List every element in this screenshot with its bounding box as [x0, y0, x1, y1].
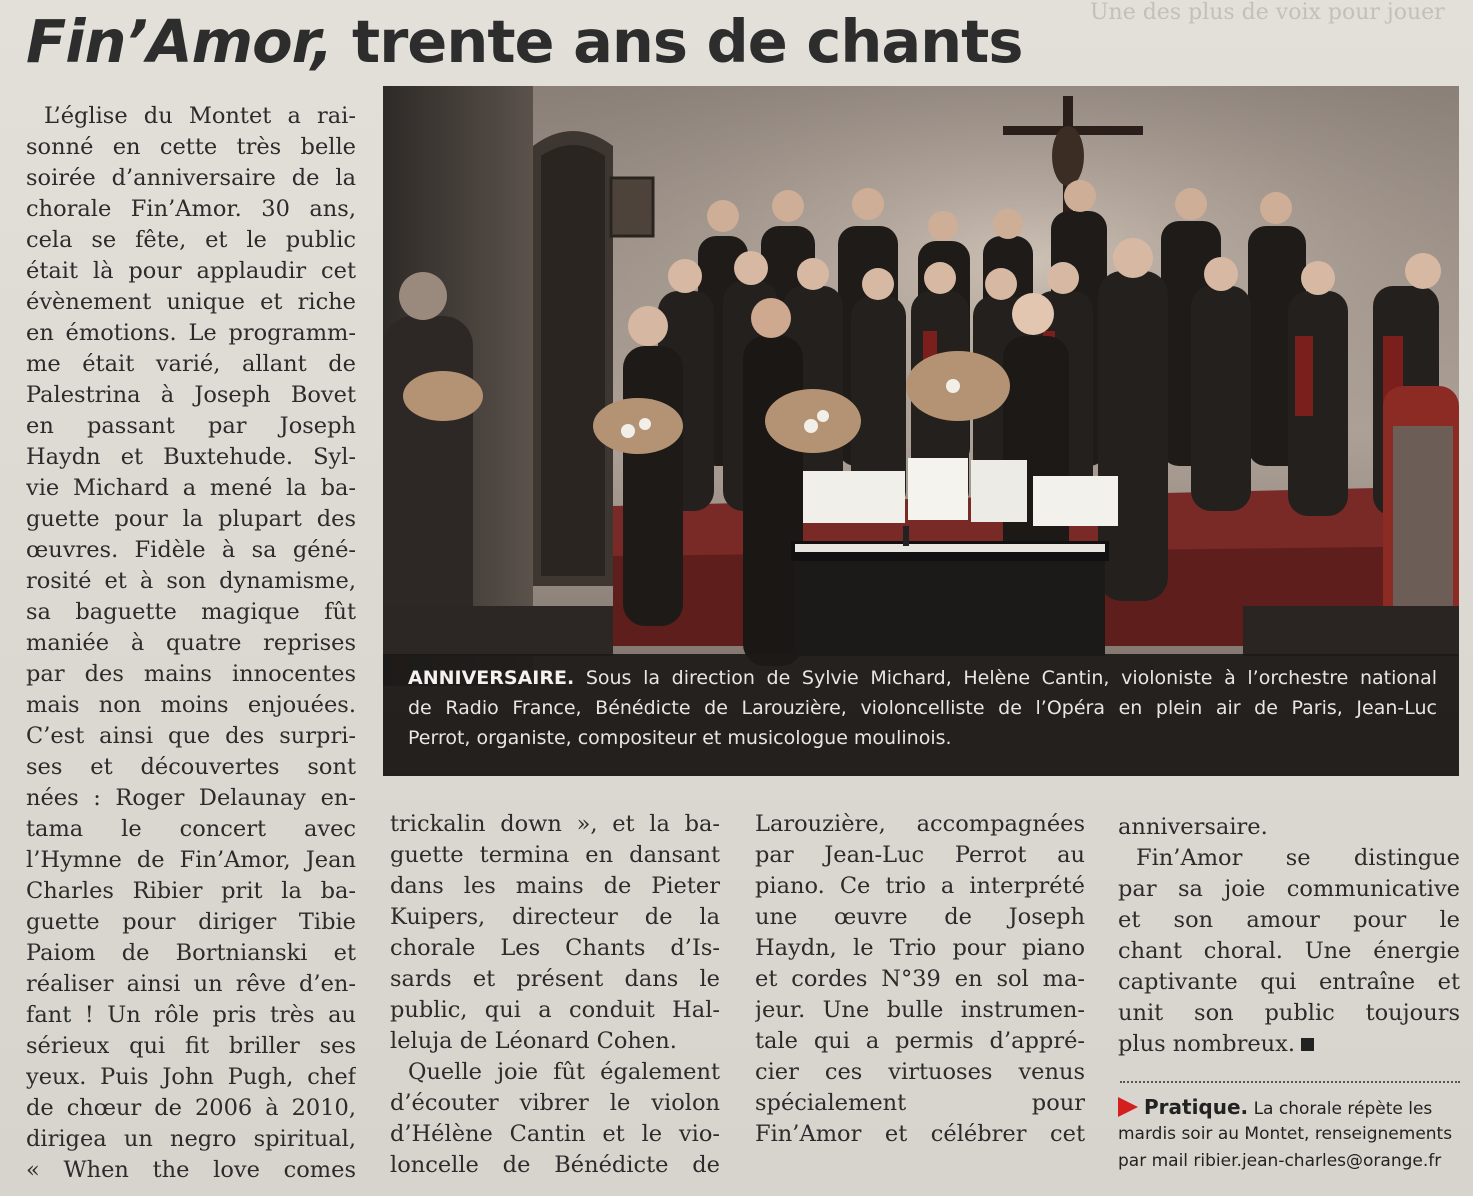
body-line: réaliser ainsi un rêve d’en-: [26, 971, 356, 997]
pratique-divider: [1120, 1081, 1460, 1083]
article-headline: [26, 6, 1022, 78]
body-line: Fin’Amor se distingue: [1136, 845, 1460, 871]
body-line: Larouzière, accompagnées: [755, 811, 1085, 837]
body-line: dans les mains de Pieter: [390, 873, 720, 899]
body-line: et cordes N°39 en sol ma-: [755, 966, 1085, 992]
body-line: chorale Fin’Amor. 30 ans,: [26, 196, 356, 222]
body-line: Fin’Amor et célébrer cet: [755, 1121, 1085, 1147]
body-line: d’écouter vibrer le violon: [390, 1090, 720, 1116]
body-line: d’Hélène Cantin et le vio-: [390, 1121, 720, 1147]
body-line: Palestrina à Joseph Bovet: [26, 382, 356, 408]
article-column-1: [26, 101, 356, 1186]
body-line: L’église du Montet a rai-: [44, 103, 356, 129]
caption-line-3: Perrot, organiste, compositeur et musicologue moulinois.: [408, 727, 952, 749]
body-line: en émotions. Le programm-: [26, 320, 356, 346]
body-line: sérieux qui fit briller ses: [26, 1033, 356, 1059]
headline-part-1: Fin’Amor,: [26, 7, 333, 76]
body-line: Quelle joie fût également: [408, 1059, 720, 1085]
body-line: Haydn, le Trio pour piano: [755, 935, 1085, 961]
pratique-text-1: La chorale répète les: [1253, 1099, 1433, 1119]
body-line: Charles Ribier prit la ba-: [26, 878, 356, 904]
body-line-final: [1118, 1029, 1460, 1060]
body-line: Haydn et Buxtehude. Syl-: [26, 444, 356, 470]
body-line: de chœur de 2006 à 2010,: [26, 1095, 356, 1121]
body-line: Kuipers, directeur de la: [390, 904, 720, 930]
body-line: piano. Ce trio a interprété: [755, 873, 1085, 899]
caption-text-1: Sous la direction de Sylvie Michard, Helène Cantin, violoniste à l’orchestre national: [585, 667, 1437, 689]
caption-line-2: de Radio France, Bénédicte de Larouzière, violoncelliste de l’Opéra en plein air de Paris, Jean-Luc: [408, 697, 1437, 719]
pratique-box: [1118, 1094, 1463, 1175]
body-line: soirée d’anniversaire de la: [26, 165, 356, 191]
body-line: œuvres. Fidèle à sa géné-: [26, 537, 356, 563]
bleed-through-text: Une des plus de voix pour jouer: [1090, 0, 1445, 25]
pratique-first-line: [1118, 1094, 1463, 1121]
body-line: par des mains innocentes: [26, 661, 356, 687]
body-line: captivante qui entraîne et: [1118, 969, 1460, 995]
body-line: l’Hymne de Fin’Amor, Jean: [26, 847, 356, 873]
body-line: en passant par Joseph: [26, 413, 356, 439]
body-line: cier ces virtuoses venus: [755, 1059, 1085, 1085]
red-arrow-icon: [1118, 1097, 1138, 1117]
photo-caption: [383, 654, 1459, 776]
pratique-email: par mail ribier.jean-charles@orange.fr: [1118, 1151, 1442, 1171]
body-line: tale qui a permis d’appré-: [755, 1028, 1085, 1054]
pratique-text-2: mardis soir au Montet, renseignements: [1118, 1124, 1453, 1144]
caption-line-1: [408, 663, 1437, 693]
concert-photo: [383, 86, 1459, 776]
body-line: mais non moins enjouées.: [26, 692, 356, 718]
body-line: guette pour la plupart des: [26, 506, 356, 532]
body-line: sards et présent dans le: [390, 966, 720, 992]
body-line: évènement unique et riche: [26, 289, 356, 315]
pratique-label: Pratique.: [1144, 1095, 1249, 1119]
body-line: guette pour diriger Tibie: [26, 909, 356, 935]
body-line: une œuvre de Joseph: [755, 904, 1085, 930]
caption-kicker: ANNIVERSAIRE.: [408, 667, 575, 689]
body-line: public, qui a conduit Hal-: [390, 997, 720, 1023]
body-line: sonné en cette très belle: [26, 134, 356, 160]
article-column-4: [1118, 812, 1460, 1060]
body-line: tama le concert avec: [26, 816, 356, 842]
article-column-2: [390, 809, 720, 1181]
body-line: fant ! Un rôle pris très au: [26, 1002, 356, 1028]
body-line-text: plus nombreux.: [1118, 1031, 1295, 1057]
body-line: spécialement pour: [755, 1090, 1085, 1116]
body-line: guette termina en dansant: [390, 842, 720, 868]
article-column-3: [755, 809, 1085, 1150]
body-line: dirigea un negro spiritual,: [26, 1126, 356, 1152]
body-line: était là pour applaudir cet: [26, 258, 356, 284]
body-line: C’est ainsi que des surpri-: [26, 723, 356, 749]
headline-part-2: trente ans de chants: [332, 7, 1023, 76]
body-line: trickalin down », et la ba-: [390, 811, 720, 837]
body-line: me était varié, allant de: [26, 351, 356, 377]
body-line: anniversaire.: [1118, 814, 1268, 840]
body-line: et son amour pour le: [1118, 907, 1460, 933]
body-line: loncelle de Bénédicte de: [390, 1152, 720, 1178]
body-line: Paiom de Bortnianski et: [26, 940, 356, 966]
body-line: unit son public toujours: [1118, 1000, 1460, 1026]
body-line: sa baguette magique fût: [26, 599, 356, 625]
body-line: « When the love comes: [26, 1157, 356, 1183]
body-line: vie Michard a mené la ba-: [26, 475, 356, 501]
body-line: chorale Les Chants d’Is-: [390, 935, 720, 961]
body-line: nées : Roger Delaunay en-: [26, 785, 356, 811]
body-line: jeur. Une bulle instrumen-: [755, 997, 1085, 1023]
body-line: leluja de Léonard Cohen.: [390, 1028, 677, 1054]
body-line: chant choral. Une énergie: [1118, 938, 1460, 964]
end-of-article-mark: [1301, 1038, 1314, 1051]
body-line: par sa joie communicative: [1118, 876, 1460, 902]
body-line: rosité et à son dynamisme,: [26, 568, 356, 594]
body-line: par Jean-Luc Perrot au: [755, 842, 1085, 868]
body-line: yeux. Puis John Pugh, chef: [26, 1064, 356, 1090]
body-line: cela se fête, et le public: [26, 227, 356, 253]
body-line: ses et découvertes sont: [26, 754, 356, 780]
body-line: maniée à quatre reprises: [26, 630, 356, 656]
